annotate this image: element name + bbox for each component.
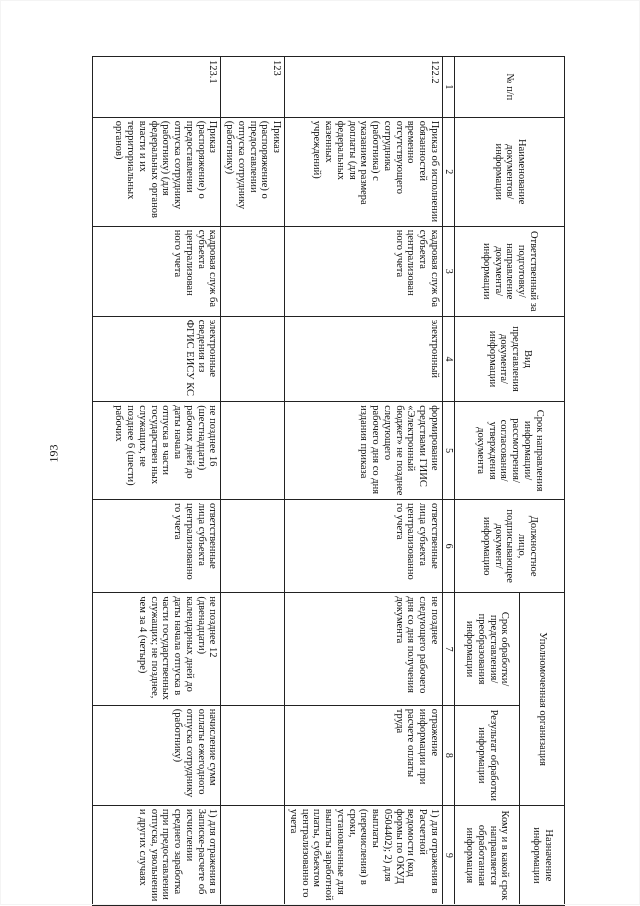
cell-deadline: не позднее 16 (шестнадцати) рабочих дней до даты начала отпуска в части государствен ных служащих, не позднее 6 (шести) рабочих	[93, 402, 221, 500]
header-type: Вид представления документа/ информации	[455, 316, 565, 401]
cell-result: начисление сумм оплаты ежегодного отпуска сотруднику (работнику)	[93, 705, 221, 805]
header-to-whom: Кому и в какой срок направляется обработанная информация	[455, 805, 520, 905]
header-authorized-group: Уполномоченная организация	[520, 593, 565, 806]
header-result: Результат обработки информации	[455, 705, 520, 805]
cell-official	[221, 500, 285, 593]
column-number: 7	[442, 593, 454, 705]
cell-official: ответственные лица субъекта централизованно го учета	[285, 500, 443, 593]
header-purpose-group: Назначение информации	[520, 805, 565, 905]
cell-name: Приказ (распоряжение) о предоставлении отпуска сотруднику (работнику) (для федеральных органов власти и их территориальных органов)	[93, 117, 221, 226]
cell-result: отражение информации при расчете оплаты труда	[285, 705, 443, 805]
cell-type	[221, 316, 285, 401]
cell-responsible: кадровая служ ба субъекта централизован ного учета	[285, 226, 443, 316]
cell-type: электронные сведения из ФГИС ЕИСУ КС	[93, 316, 221, 401]
cell-name: Приказ (распоряжение) о предоставлении отпуска сотруднику (работнику)	[221, 117, 285, 226]
header-processing-deadline: Срок обработки/ представления/ преобразования информации	[455, 593, 520, 705]
cell-official: ответственные лица субъекта централизованно го учета	[93, 500, 221, 593]
cell-no: 123	[221, 57, 285, 118]
header-official: Должностное лицо, подписывающее документ/ информацию	[455, 500, 565, 593]
table-row	[93, 57, 221, 906]
cell-to-whom: 1) для отражения в Записке-расчете об исчислении среднего заработка при предоставлении отпуска, увольнении и других случаях	[93, 805, 221, 905]
cell-responsible	[221, 226, 285, 316]
column-number: 5	[442, 402, 454, 500]
table-row	[285, 57, 443, 906]
header-name: Наименование документов/ информации	[455, 117, 565, 226]
column-number: 2	[442, 117, 454, 226]
cell-deadline: формирование средствами ГИИС «Электронный бюджет» не позднее следующего рабочего дня со дня издания приказа	[285, 402, 443, 500]
column-number: 3	[442, 226, 454, 316]
cell-processing-deadline: не позднее 12 (двенадцати) календарных дней до даты начала отпуска в части государственных служащих; не позднее, чем за 4 (четыре)	[93, 593, 221, 705]
column-number: 8	[442, 705, 454, 805]
cell-no: 123.1	[93, 57, 221, 118]
cell-processing-deadline	[221, 593, 285, 705]
header-responsible: Ответственный за подготовку/ направление документа/ информации	[455, 226, 565, 316]
cell-deadline	[221, 402, 285, 500]
header-deadline: Срок направления информации/ рассмотрения/ согласования/ утверждения документа	[455, 402, 565, 500]
cell-to-whom: 1) для отражения в Расчетной ведомости (код формы по ОКУД 0504402); 2) для выплаты (перечисления) в сроки, установленные для выплаты заработной платы, субъектом централизованно го учета	[285, 805, 443, 905]
document-table	[92, 56, 565, 906]
column-number: 1	[442, 57, 454, 118]
column-number: 6	[442, 500, 454, 593]
rotated-table-wrapper	[100, 56, 565, 906]
cell-responsible: кадровая служ ба субъекта централизован ного учета	[93, 226, 221, 316]
cell-to-whom	[221, 805, 285, 905]
header-no: № п/п	[455, 57, 565, 118]
cell-type: электронный	[285, 316, 443, 401]
column-number: 4	[442, 316, 454, 401]
table-row	[221, 57, 285, 906]
column-number: 9	[442, 805, 454, 905]
cell-no: 122.2	[285, 57, 443, 118]
page-number: 193	[46, 444, 61, 463]
cell-result	[221, 705, 285, 805]
cell-processing-deadline: не позднее следующего рабочего дня со дня получения документа	[285, 593, 443, 705]
cell-name: Приказ об исполнении обязанностей временно отсутствующего сотрудника (работника) с указанием размера доплаты (для федеральных казенных учреждений)	[285, 117, 443, 226]
